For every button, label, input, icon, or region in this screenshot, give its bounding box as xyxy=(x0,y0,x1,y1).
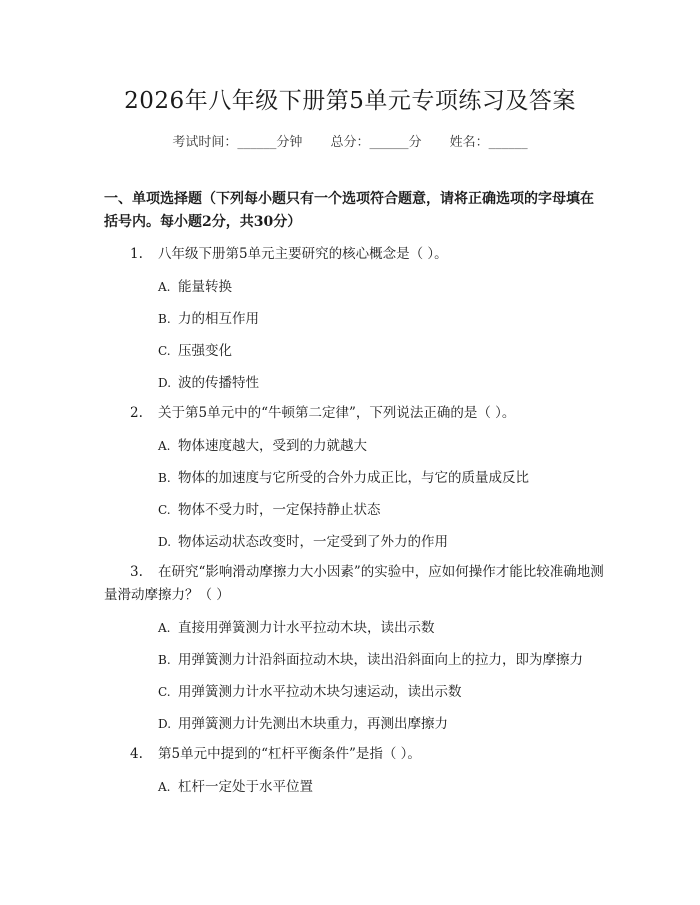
question-3 xyxy=(104,561,604,607)
option-2a xyxy=(158,437,618,455)
option-3b xyxy=(158,651,618,669)
option-text: 物体运动状态改变时，一定受到了外力的作用 xyxy=(178,534,448,550)
option-letter: A. xyxy=(158,280,171,294)
question-text: 在研究“影响滑动摩擦力大小因素”的实验中，应如何操作才能比较准确地测量滑动摩擦力？（ ） xyxy=(104,564,604,603)
option-letter: D. xyxy=(158,717,172,731)
option-text: 波的传播特性 xyxy=(178,375,259,391)
question-number: 1. xyxy=(130,246,143,262)
question-2 xyxy=(104,402,604,425)
page-title: 2026年八年级下册第5单元专项练习及答案 xyxy=(124,88,576,114)
option-3d xyxy=(158,715,618,733)
option-2c xyxy=(158,501,618,519)
question-number: 2. xyxy=(130,405,143,421)
option-letter: B. xyxy=(158,312,171,326)
option-1a xyxy=(158,278,618,296)
option-letter: C. xyxy=(158,685,171,699)
option-letter: C. xyxy=(158,503,171,517)
question-4 xyxy=(104,743,604,766)
question-number: 4. xyxy=(130,746,143,762)
option-4a xyxy=(158,778,618,796)
question-text: 八年级下册第5单元主要研究的核心概念是（ ）。 xyxy=(158,246,448,262)
question-text: 关于第5单元中的“牛顿第二定律”，下列说法正确的是（ ）。 xyxy=(158,405,516,421)
option-letter: B. xyxy=(158,653,171,667)
option-text: 用弹簧测力计先测出木块重力，再测出摩擦力 xyxy=(178,716,448,732)
name-field: 姓名：______ xyxy=(449,135,528,150)
option-text: 物体不受力时，一定保持静止状态 xyxy=(178,502,381,518)
option-2b xyxy=(158,469,618,487)
exam-meta xyxy=(0,131,700,150)
question-1 xyxy=(104,243,604,266)
section-heading: 一、单项选择题（下列每小题只有一个选项符合题意，请将正确选项的字母填在括号内。每小题2分，共30分） xyxy=(104,191,594,230)
option-letter: A. xyxy=(158,621,171,635)
option-letter: B. xyxy=(158,471,171,485)
option-text: 杠杆一定处于水平位置 xyxy=(178,779,313,795)
option-text: 压强变化 xyxy=(178,343,232,359)
option-2d xyxy=(158,533,618,551)
option-text: 用弹簧测力计水平拉动木块匀速运动，读出示数 xyxy=(178,684,462,700)
question-text: 第5单元中提到的“杠杆平衡条件”是指（ ）。 xyxy=(158,746,421,762)
option-letter: A. xyxy=(158,780,171,794)
option-letter: C. xyxy=(158,344,171,358)
option-text: 直接用弹簧测力计水平拉动木块，读出示数 xyxy=(178,620,435,636)
option-1b xyxy=(158,310,618,328)
option-letter: D. xyxy=(158,376,172,390)
option-text: 力的相互作用 xyxy=(178,311,259,327)
option-3a xyxy=(158,619,618,637)
exam-time-field: 考试时间：______分钟 xyxy=(172,135,303,150)
total-score-field: 总分：______分 xyxy=(330,135,422,150)
option-text: 能量转换 xyxy=(178,279,232,295)
option-text: 物体的加速度与它所受的合外力成正比，与它的质量成反比 xyxy=(178,470,529,486)
option-1c xyxy=(158,342,618,360)
option-text: 用弹簧测力计沿斜面拉动木块，读出沿斜面向上的拉力，即为摩擦力 xyxy=(178,652,583,668)
option-1d xyxy=(158,374,618,392)
question-number: 3. xyxy=(130,564,143,580)
option-letter: A. xyxy=(158,439,171,453)
option-3c xyxy=(158,683,618,701)
option-text: 物体速度越大，受到的力就越大 xyxy=(178,438,367,454)
option-letter: D. xyxy=(158,535,172,549)
